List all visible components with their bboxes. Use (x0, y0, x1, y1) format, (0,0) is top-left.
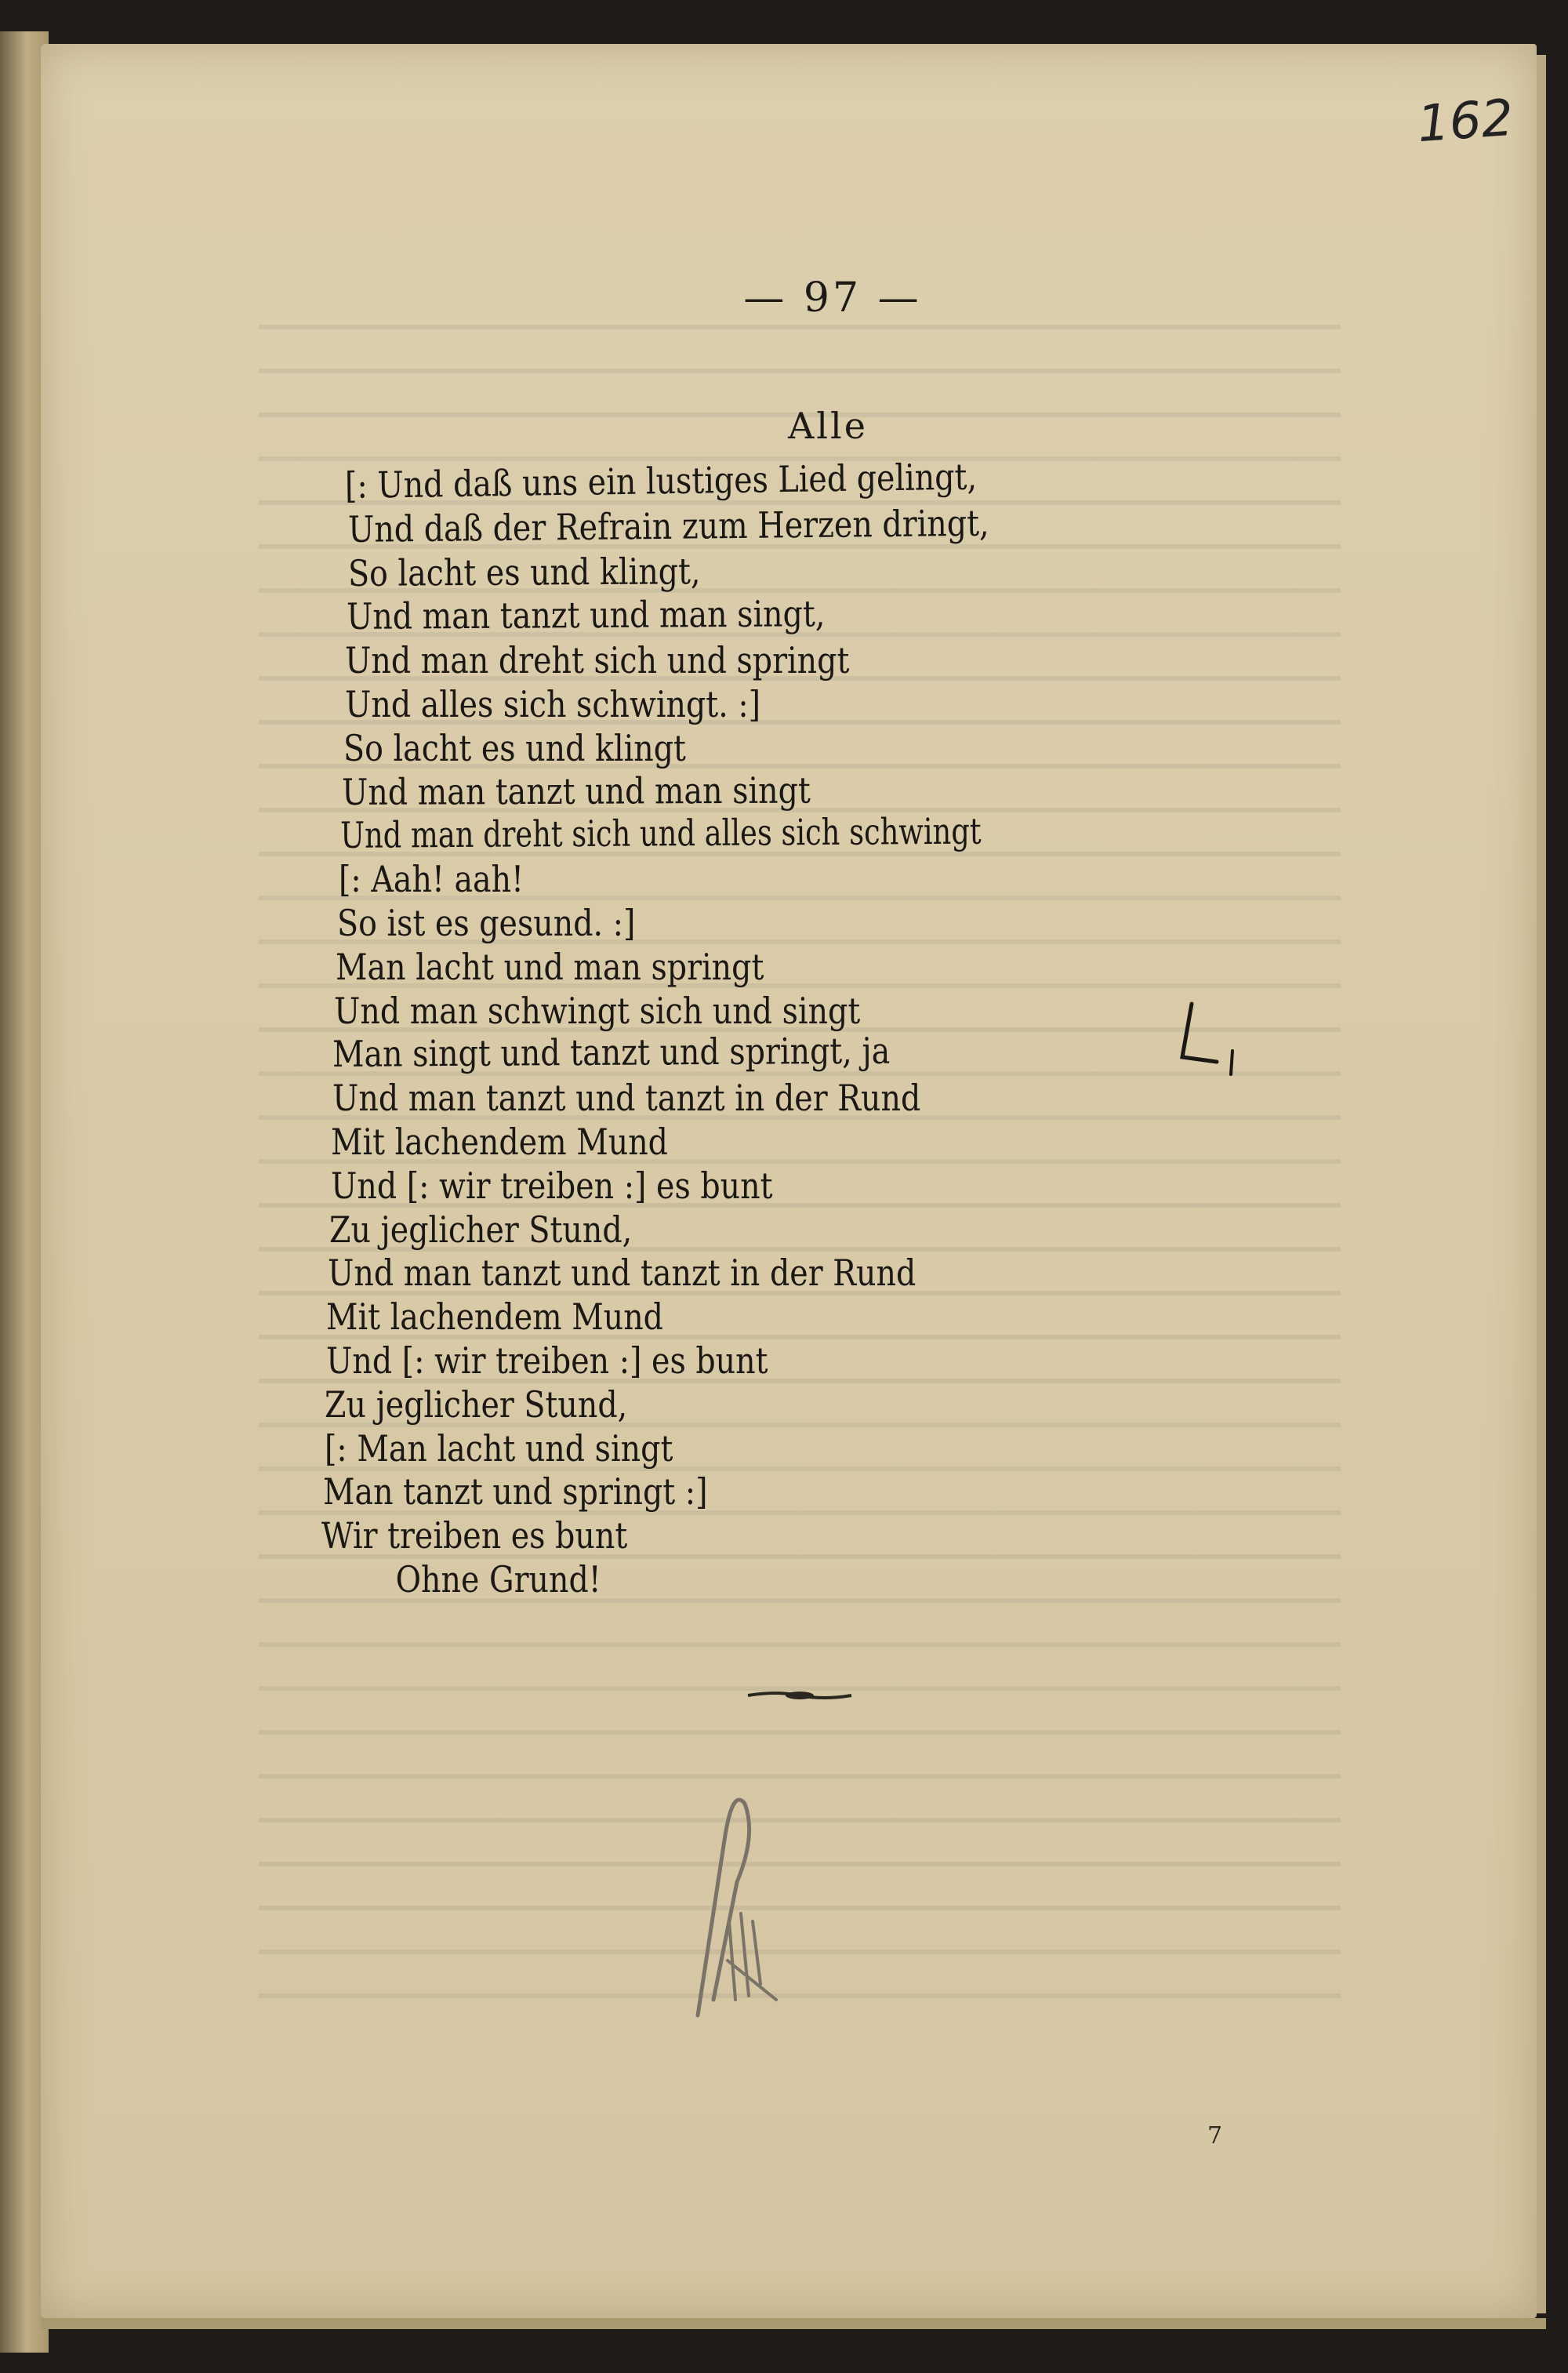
pencil-signature (651, 1764, 808, 2031)
ornament-divider (745, 1686, 855, 1705)
verse-line: So ist es gesund. :] (337, 901, 636, 944)
verse-line: Und alles sich schwingt. :] (345, 682, 761, 725)
verse-line: [: Man lacht und singt (325, 1426, 673, 1470)
verse-line: Zu jeglicher Stund, (329, 1208, 633, 1251)
page-edge (1537, 55, 1546, 2313)
song-verse (321, 455, 1142, 1602)
verse-line: [: Aah! aah! (339, 858, 524, 901)
verse-line: So lacht es und klingt (343, 726, 686, 769)
verse-line: Und man tanzt und man singt (341, 769, 811, 813)
verse-line: Und man tanzt und man singt, (346, 592, 826, 638)
verse-line: So lacht es und klingt, (347, 549, 701, 594)
signature-mark-number: 7 (1207, 2122, 1223, 2150)
verse-line: [: Und daß uns ein lustiges Lied gelingt, (344, 455, 978, 507)
verse-line: Und [: wir treiben :] es bunt (326, 1339, 768, 1382)
verse-line: Mit lachendem Mund (326, 1296, 664, 1339)
verse-line: Und man dreht sich und springt (345, 639, 850, 682)
verse-line: Und [: wir treiben :] es bunt (331, 1164, 773, 1207)
verse-line: Ohne Grund! (395, 1557, 601, 1601)
handwritten-page-number: 162 (1415, 89, 1515, 154)
pencil-correction-mark (1168, 996, 1239, 1082)
verse-line: Man lacht und man springt (336, 945, 764, 988)
verse-line: Wir treiben es bunt (321, 1514, 628, 1557)
verse-line: Man tanzt und springt :] (323, 1470, 708, 1514)
verse-line: Und man dreht sich und alles sich schwingt (339, 810, 982, 857)
verse-line: Und man tanzt und tanzt in der Rund (332, 1077, 921, 1120)
verse-line: Und daß der Refrain zum Herzen dringt, (347, 501, 989, 551)
verse-line: Man singt und tanzt und springt, ja (332, 1030, 891, 1076)
page-bottom-edge (41, 2318, 1546, 2329)
song-heading: Alle (788, 405, 868, 447)
verse-line: Und man schwingt sich und singt (334, 989, 861, 1032)
verse-line: Mit lachendem Mund (331, 1120, 669, 1163)
verse-line: Zu jeglicher Stund, (325, 1383, 628, 1426)
verse-line: Und man tanzt und tanzt in der Rund (328, 1252, 916, 1295)
printed-page-number: — 97 — (743, 274, 922, 322)
